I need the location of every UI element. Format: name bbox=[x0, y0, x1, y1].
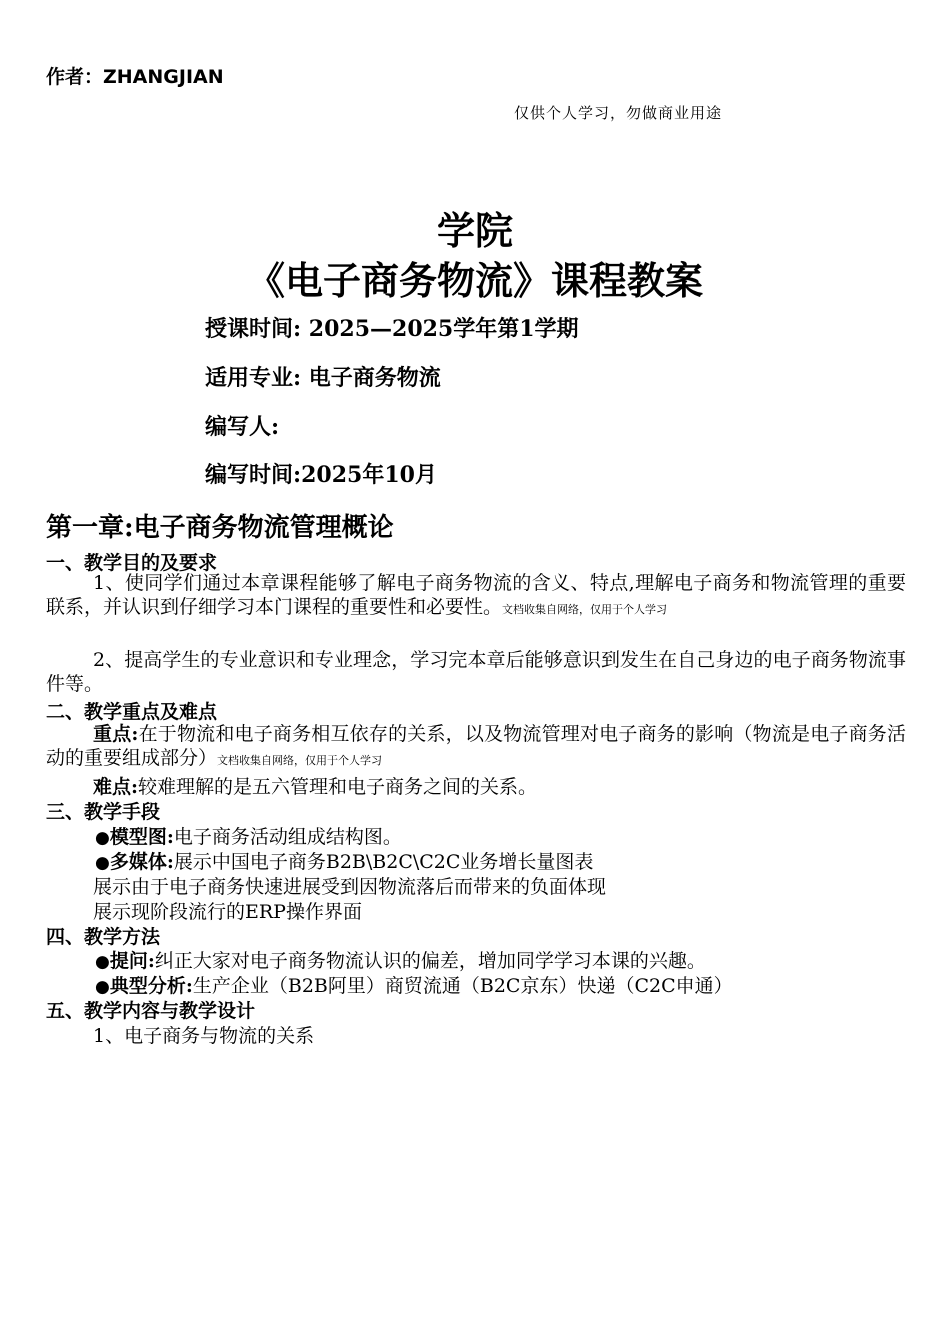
section-5-item-1: 1、电子商务与物流的关系 bbox=[93, 1025, 315, 1047]
bullet-icon: ● bbox=[95, 977, 110, 997]
meta-major: 适用专业: 电子商务物流 bbox=[205, 365, 441, 391]
section-3-heading: 三、教学手段 bbox=[46, 801, 161, 823]
section-1-paragraph-2: 2、提高学生的专业意识和专业理念，学习完本章后能够意识到发生在自己身边的电子商务物流事件等。 bbox=[46, 649, 906, 695]
section-5-heading: 五、教学内容与教学设计 bbox=[46, 1000, 256, 1022]
difficulty-text: 较难理解的是五六管理和电子商务之间的关系。 bbox=[138, 776, 538, 798]
media-detail-line-2: 展示由于电子商务快速进展受到因物流落后而带来的负面体现 bbox=[93, 876, 607, 898]
bullet-icon: ● bbox=[95, 828, 110, 848]
chapter-heading: 第一章:电子商务物流管理概论 bbox=[46, 513, 394, 543]
meta-writer: 编写人: bbox=[205, 414, 280, 440]
case-text: 生产企业（B2B阿里）商贸流通（B2C京东）快递（C2C申通） bbox=[192, 975, 733, 997]
question-text: 纠正大家对电子商务物流认识的偏差，增加同学学习本课的兴趣。 bbox=[154, 950, 706, 972]
section-4-heading: 四、教学方法 bbox=[46, 926, 161, 948]
meta-write-time: 编写时间:2025年10月 bbox=[205, 462, 437, 488]
question-label: 提问: bbox=[109, 950, 155, 972]
section-1-heading: 一、教学目的及要求 bbox=[46, 552, 218, 574]
case-label: 典型分析: bbox=[109, 975, 193, 997]
meta-teaching-time: 授课时间: 2025—2025学年第1学期 bbox=[205, 316, 579, 342]
media-text: 展示中国电子商务B2B\B2C\C2C业务增长量图表 bbox=[173, 851, 594, 873]
list-item-question bbox=[95, 946, 706, 973]
media-label: 多媒体: bbox=[109, 851, 174, 873]
section-2-heading: 二、教学重点及难点 bbox=[46, 701, 218, 723]
source-note: 文档收集自网络，仅用于个人学习 bbox=[502, 603, 668, 616]
media-detail-line-3: 展示现阶段流行的ERP操作界面 bbox=[93, 901, 362, 923]
model-label: 模型图: bbox=[109, 826, 174, 848]
section-1-paragraph-1 bbox=[46, 571, 906, 622]
title-line-1: 学院 bbox=[436, 208, 513, 253]
key-text: 在于物流和电子商务相互依存的关系，以及物流管理对电子商务的影响（物流是电子商务活动的重要组成部分） bbox=[46, 723, 906, 769]
author-line: 作者：ZHANGJIAN bbox=[46, 66, 224, 88]
list-item-case-analysis bbox=[95, 971, 733, 998]
section-2-difficulty bbox=[93, 772, 537, 799]
model-text: 电子商务活动组成结构图。 bbox=[173, 826, 402, 848]
bullet-icon: ● bbox=[95, 952, 110, 972]
list-item-model bbox=[95, 822, 402, 849]
bullet-icon: ● bbox=[95, 853, 110, 873]
source-note: 文档收集自网络，仅用于个人学习 bbox=[217, 754, 383, 767]
list-item-media bbox=[95, 847, 593, 874]
paragraph-text: 1、使同学们通过本章课程能够了解电子商务物流的含义、特点,理解电子商务和物流管理的重要联系，并认识到仔细学习本门课程的重要性和必要性。 bbox=[46, 572, 906, 618]
title-line-2: 《电子商务物流》课程教案 bbox=[246, 258, 703, 303]
key-label: 重点: bbox=[93, 723, 139, 745]
usage-notice: 仅供个人学习，勿做商业用途 bbox=[514, 104, 723, 122]
difficulty-label: 难点: bbox=[93, 776, 139, 798]
section-2-key-point bbox=[46, 722, 906, 773]
